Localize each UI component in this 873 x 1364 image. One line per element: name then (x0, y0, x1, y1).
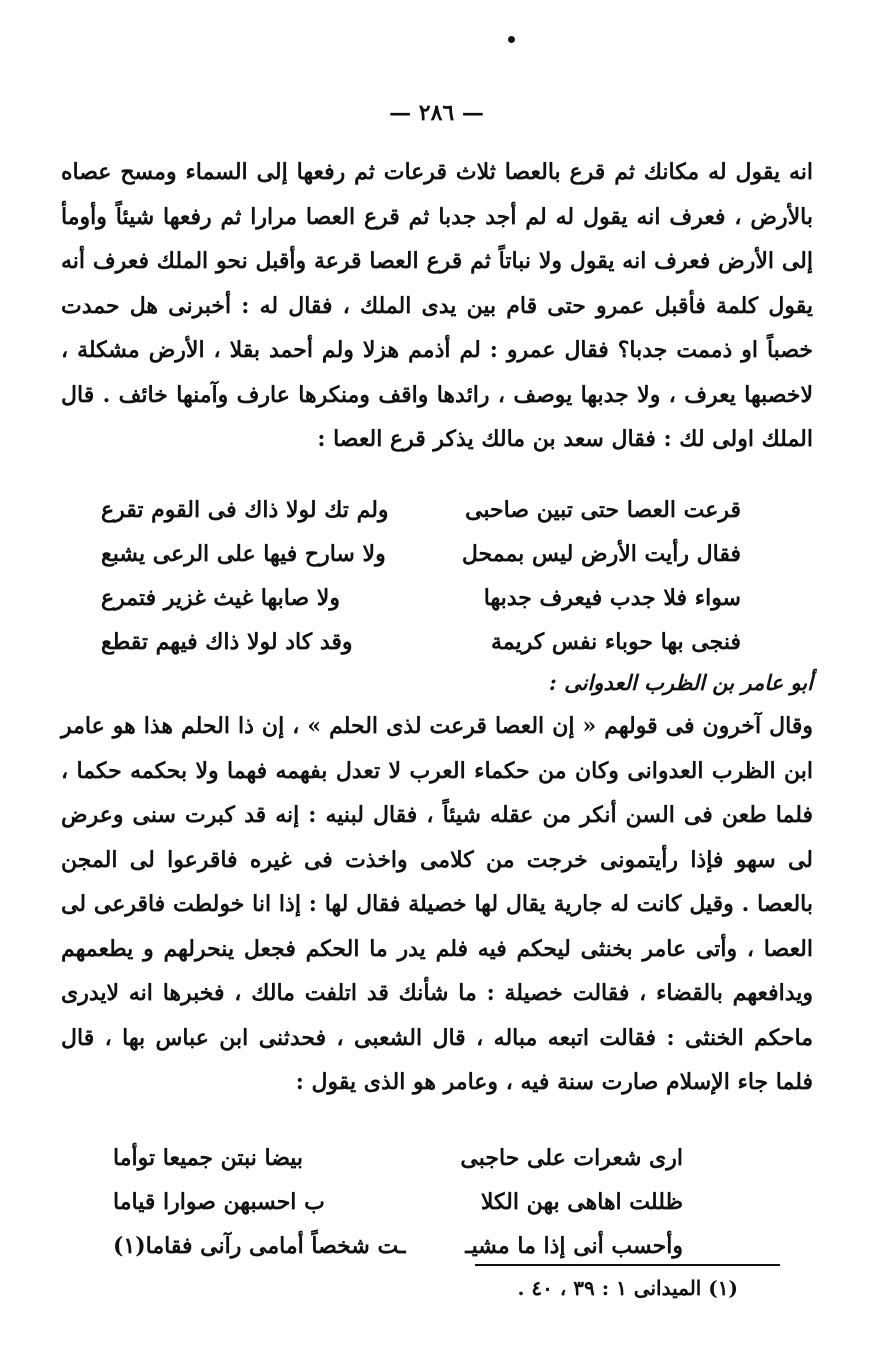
poem-1-verse (101, 620, 741, 664)
hemistich-left: بيضا نبتن جميعا توأما (113, 1145, 304, 1171)
poem-2-verse (113, 1224, 683, 1268)
hemistich-left: ولم تك لولا ذاك فى القوم تقرع (101, 497, 389, 523)
hemistich-right: وأحسب أنى إذا ما مشيـ (465, 1233, 683, 1259)
paragraph-1 (61, 150, 813, 462)
footnote-divider (475, 1264, 780, 1266)
poem-2-verse (113, 1136, 683, 1180)
poem-2 (113, 1136, 683, 1268)
hemistich-right: ارى شعرات على حاجبى (460, 1145, 683, 1171)
hemistich-right: قرعت العصا حتى تبين صاحبى (465, 497, 741, 523)
hemistich-left: ـت شخصاً أمامى رآنى فقاما(١) (113, 1233, 406, 1259)
footnote: (١) الميدانى ١ : ٣٩ ، ٤٠ . (517, 1276, 738, 1300)
paragraph-2 (61, 704, 813, 1105)
poem-1-verse (101, 532, 741, 576)
hemistich-right: فقال رأيت الأرض ليس بممحل (461, 541, 741, 567)
hemistich-right: سواء فلا جدب فيعرف جدبها (483, 585, 741, 611)
hemistich-left: ب احسبهن صوارا قياما (113, 1189, 325, 1215)
section-heading: أبو عامر بن الظرب العدوانى : (549, 670, 813, 695)
poem-2-verse (113, 1180, 683, 1224)
poem-1-verse (101, 488, 741, 532)
paragraph-1-text: انه يقول له مكانك ثم قرع بالعصا ثلاث قرعات ثم رفعها إلى السماء ومسح عصاه بالأرض ، فعرف انه يقول له لم أجد جدبا ثم قرع العصا مرارا ثم رفعها شيئاً وأومأ إلى الأرض فعرف انه يقول ولا نباتاً ثم قرع العصا قرعة وأقبل نحو الملك فعرف أنه يقول كلمة فأقبل عمرو حتى قام بين يدى الملك ، فقال له : أخبرنى هل حمدت خصباً او ذممت جدبا؟ فقال عمرو : لم أذمم هزلا ولم أحمد بقلا ، الأرض مشكلة ، لاخصبها يعرف ، ولا جدبها يوصف ، رائدها واقف ومنكرها عارف وآمنها خائف . قال الملك اولى لك : فقال سعد بن مالك يذكر قرع العصا : (61, 159, 813, 452)
hemistich-left: ولا سارح فيها على الرعى يشبع (101, 541, 386, 567)
hemistich-left: وقد كاد لولا ذاك فيهم تقطع (101, 629, 353, 655)
hemistich-right: ظللت اهاهى بهن الكلا (480, 1189, 683, 1215)
poem-1 (101, 488, 741, 664)
poem-1-verse (101, 576, 741, 620)
paragraph-2-text: وقال آخرون فى قولهم « إن العصا قرعت لذى الحلم » ، إن ذا الحلم هذا هو عامر ابن الظرب العدوانى وكان من حكماء العرب لا تعدل بفهمه فهما ولا بحكمه حكما ، فلما طعن فى السن أنكر من عقله شيئاً ، فقال لبنيه : إنه قد كبرت سنى وعرض لى سهو فإذا رأيتمونى خرجت من كلامى واخذت فى غيره فاقرعوا لى المجن بالعصا . وقيل كانت له جارية يقال لها خصيلة فقال لها : إذا انا خولطت فاقرعى لى العصا ، وأتى عامر بخنثى ليحكم فيه فلم يدر ما الحكم فجعل ينحرلهم و يطعمهم ويدافعهم بالقضاء ، فقالت خصيلة : ما شأنك قد اتلفت مالك ، فخبرها انه لايدرى ماحكم الخنثى : فقالت اتبعه مباله ، قال الشعبى ، فحدثنى ابن عباس بها ، قال فلما جاء الإسلام صارت سنة فيه ، وعامر هو الذى يقول : (61, 713, 813, 1095)
page-number: — ٢٨٦ — (389, 100, 484, 126)
hemistich-left: ولا صابها غيث غزير فتمرع (101, 585, 340, 611)
hemistich-right: فنجى بها حوباء نفس كريمة (491, 629, 741, 655)
ink-dot (508, 36, 515, 43)
